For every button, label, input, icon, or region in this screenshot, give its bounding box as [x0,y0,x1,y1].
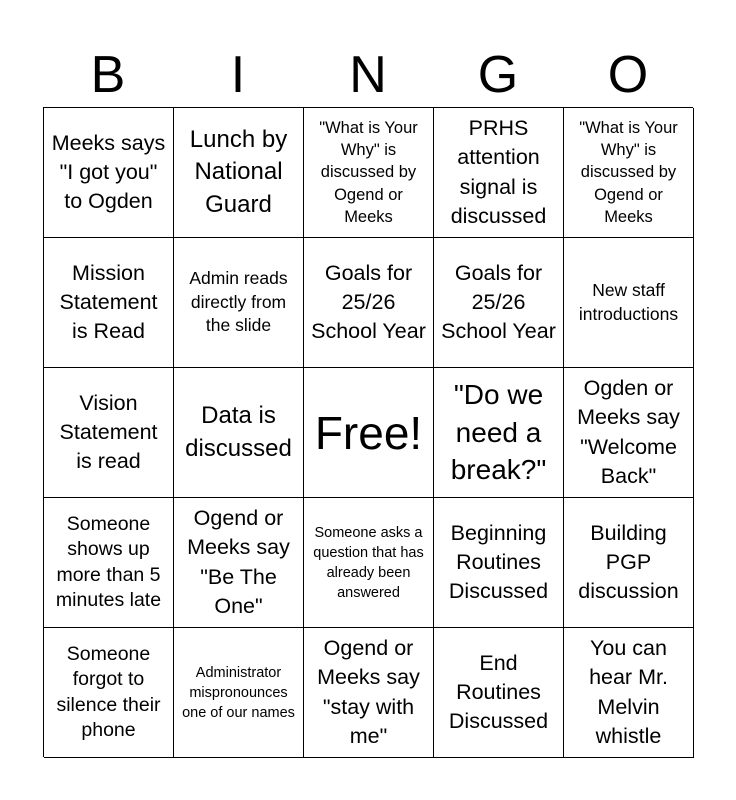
bingo-board [43,107,693,757]
bingo-cell[interactable] [44,368,174,498]
cell-text: Vision Statement is read [59,390,158,473]
bingo-cell[interactable] [564,108,694,238]
cell-text: "What is Your Why" is discussed by Ogend or Meeks [319,118,418,226]
bingo-cell[interactable] [174,368,304,498]
cell-text: Someone shows up more than 5 minutes late [55,512,162,611]
cell-text: Someone asks a question that has already been answered [313,524,424,601]
bingo-header [43,44,693,106]
cell-text: Ogden or Meeks say "Welcome Back" [577,376,680,488]
bingo-cell[interactable] [44,238,174,368]
bingo-cell[interactable] [44,498,174,628]
cell-text: Someone forgot to silence their phone [56,642,161,741]
bingo-cell[interactable] [174,238,304,368]
cell-text: "What is Your Why" is discussed by Ogend or Meeks [579,118,678,226]
cell-text: Goals for 25/26 School Year [441,260,556,343]
cell-text: Building PGP discussion [578,520,679,603]
bingo-cell[interactable] [44,108,174,238]
bingo-cell[interactable] [434,238,564,368]
cell-text: Mission Statement is Read [59,260,158,343]
cell-text: Ogend or Meeks say "stay with me" [317,636,420,748]
bingo-cell[interactable] [564,238,694,368]
bingo-cell[interactable] [44,628,174,758]
bingo-cell[interactable] [304,498,434,628]
cell-text: PRHS attention signal is discussed [450,116,547,228]
header-letter-b: B [90,46,126,104]
header-letter-n: N [349,46,387,104]
bingo-cell[interactable] [174,108,304,238]
cell-text: New staff introductions [578,279,679,324]
cell-text: Meeks says "I got you" to Ogden [51,130,166,213]
bingo-cell[interactable] [304,108,434,238]
bingo-cell[interactable] [304,238,434,368]
bingo-cell[interactable] [174,498,304,628]
header-letter-g: G [477,46,519,104]
bingo-cell[interactable] [564,368,694,498]
header-letter-o: O [607,46,649,104]
bingo-cell[interactable] [434,628,564,758]
cell-text: Admin reads directly from the slide [189,268,288,336]
free-space-cell[interactable] [304,368,434,498]
cell-text: Data is discussed [185,402,292,462]
bingo-cell[interactable] [434,108,564,238]
bingo-cell[interactable] [564,628,694,758]
free-space-text: Free! [314,406,423,459]
cell-text: Ogend or Meeks say "Be The One" [187,506,290,618]
bingo-cell[interactable] [434,368,564,498]
cell-text: Administrator mispronounces one of our names [182,664,295,721]
cell-text: Goals for 25/26 School Year [311,260,426,343]
bingo-cell[interactable] [304,628,434,758]
bingo-cell[interactable] [564,498,694,628]
bingo-cell[interactable] [434,498,564,628]
cell-text: End Routines Discussed [448,650,549,733]
cell-text: Beginning Routines Discussed [448,520,549,603]
cell-text: You can hear Mr. Melvin whistle [589,636,668,748]
cell-text: "Do we need a break?" [450,378,547,486]
cell-text: Lunch by National Guard [189,125,288,218]
bingo-cell[interactable] [174,628,304,758]
header-letter-i: I [230,46,246,104]
